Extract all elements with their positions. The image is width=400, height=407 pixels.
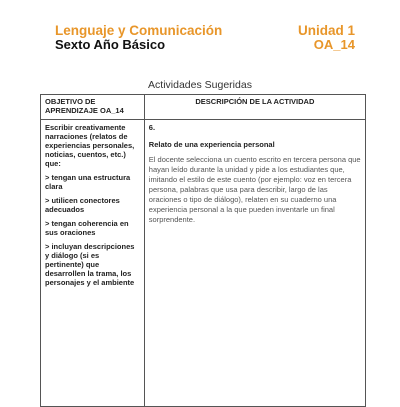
section-title: Actividades Sugeridas (148, 79, 252, 91)
activity-title: Relato de una experiencia personal (148, 140, 275, 149)
objective-item: > tengan coherencia en sus oraciones (45, 219, 129, 237)
activity-description: El docente selecciona un cuento escrito en tercera persona que hayan leído durante la unidad y pide a los estudiantes que, imitando el estilo de este cuento (por ejemplo: voz en tercera persona, palabras que usa para describir, largo de las oraciones o tipo de diálogo), relaten en su cuaderno una experiencia personal a la que pueden inventarle un final sorprendente. (148, 155, 361, 224)
table-header-row (41, 95, 366, 120)
objective-intro: Escribir creativamente narraciones (relatos de experiencias personales, noticias, cuentos, etc.) que: (45, 123, 135, 168)
page-header (55, 24, 355, 52)
objective-cell (41, 120, 145, 407)
activity-number: 6. (148, 123, 156, 132)
unit-label: Unidad 1 (297, 23, 355, 38)
objective-item: > incluyan descripciones y diálogo (si es pertinente) que desarrollen la trama, los personajes y el ambiente (45, 242, 135, 287)
table-row (41, 120, 366, 407)
oa-code: OA_14 (313, 37, 355, 52)
objective-item: > utilicen conectores adecuados (45, 196, 120, 214)
subject-title: Lenguaje y Comunicación (55, 23, 223, 38)
activity-cell (144, 120, 365, 407)
activities-table (40, 94, 366, 407)
grade-label: Sexto Año Básico (55, 37, 166, 52)
objective-item: > tengan una estructura clara (45, 173, 131, 191)
objective-header: OBJETIVO DE APRENDIZAJE OA_14 (41, 95, 145, 120)
description-header: DESCRIPCIÓN DE LA ACTIVIDAD (144, 95, 365, 120)
